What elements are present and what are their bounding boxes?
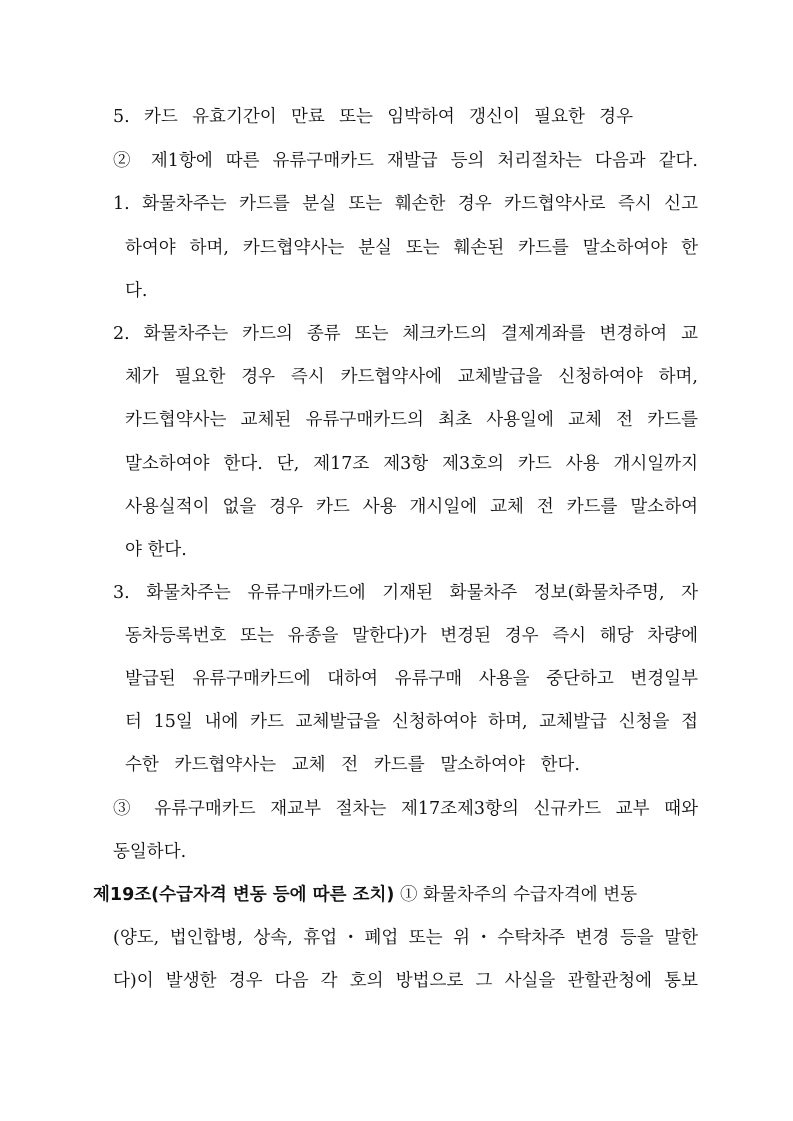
article-19-line-3: 다)이 발생한 경우 다음 각 호의 방법으로 그 사실을 관할관청에 통보 — [113, 971, 698, 991]
article-19-paragraph-1-start: ① 화물차주의 수급자격에 변동 — [394, 885, 638, 905]
paragraph-3-line-1: ③ 유류구매카드 재교부 절차는 제17조제3항의 신규카드 교부 때와 — [113, 799, 698, 819]
item-3-line-1: 3. 화물차주는 유류구매카드에 기재된 화물차주 정보(화물차주명, 자 — [113, 583, 698, 603]
paragraph-3-line-2: 동일하다. — [113, 842, 187, 862]
item-2-line-6: 야 한다. — [125, 540, 187, 560]
paragraph-2-text: ② 제1항에 따른 유류구매카드 재발급 등의 처리절차는 다음과 같다. — [113, 151, 698, 171]
item-3-line-2: 동차등록번호 또는 유종을 말한다)가 변경된 경우 즉시 해당 차량에 — [125, 626, 698, 646]
item-3-line-4: 터 15일 내에 카드 교체발급을 신청하여야 하며, 교체발급 신청을 접 — [125, 712, 698, 732]
item-2-line-2: 체가 필요한 경우 즉시 카드협약사에 교체발급을 신청하여야 하며, — [125, 367, 698, 387]
item-3-line-3: 발급된 유류구매카드에 대하여 유류구매 사용을 중단하고 변경일부 — [125, 669, 698, 689]
item-1-line-2: 하여야 하며, 카드협약사는 분실 또는 훼손된 카드를 말소하여야 한 — [125, 238, 698, 258]
item-2-line-4: 말소하여야 한다. 단, 제17조 제3항 제3호의 카드 사용 개시일까지 — [125, 454, 698, 474]
item-5-text: 5. 카드 유효기간이 만료 또는 임박하여 갱신이 필요한 경우 — [113, 107, 633, 127]
article-19-line-2: (양도, 법인합병, 상속, 휴업・폐업 또는 위・수탁차주 변경 등을 말한 — [113, 928, 698, 948]
item-2-line-5: 사용실적이 없을 경우 카드 사용 개시일에 교체 전 카드를 말소하여 — [125, 497, 698, 517]
item-3-line-5: 수한 카드협약사는 교체 전 카드를 말소하여야 한다. — [125, 755, 580, 775]
article-19-heading: 제19조(수급자격 변동 등에 따른 조치) — [93, 885, 395, 905]
item-2-line-3: 카드협약사는 교체된 유류구매카드의 최초 사용일에 교체 전 카드를 — [125, 410, 698, 430]
article-19-line-1 — [93, 884, 698, 906]
item-2-line-1: 2. 화물차주는 카드의 종류 또는 체크카드의 결제계좌를 변경하여 교 — [113, 324, 698, 344]
item-1-line-1: 1. 화물차주는 카드를 분실 또는 훼손한 경우 카드협약사로 즉시 신고 — [113, 194, 698, 214]
item-1-line-3: 다. — [125, 281, 148, 301]
